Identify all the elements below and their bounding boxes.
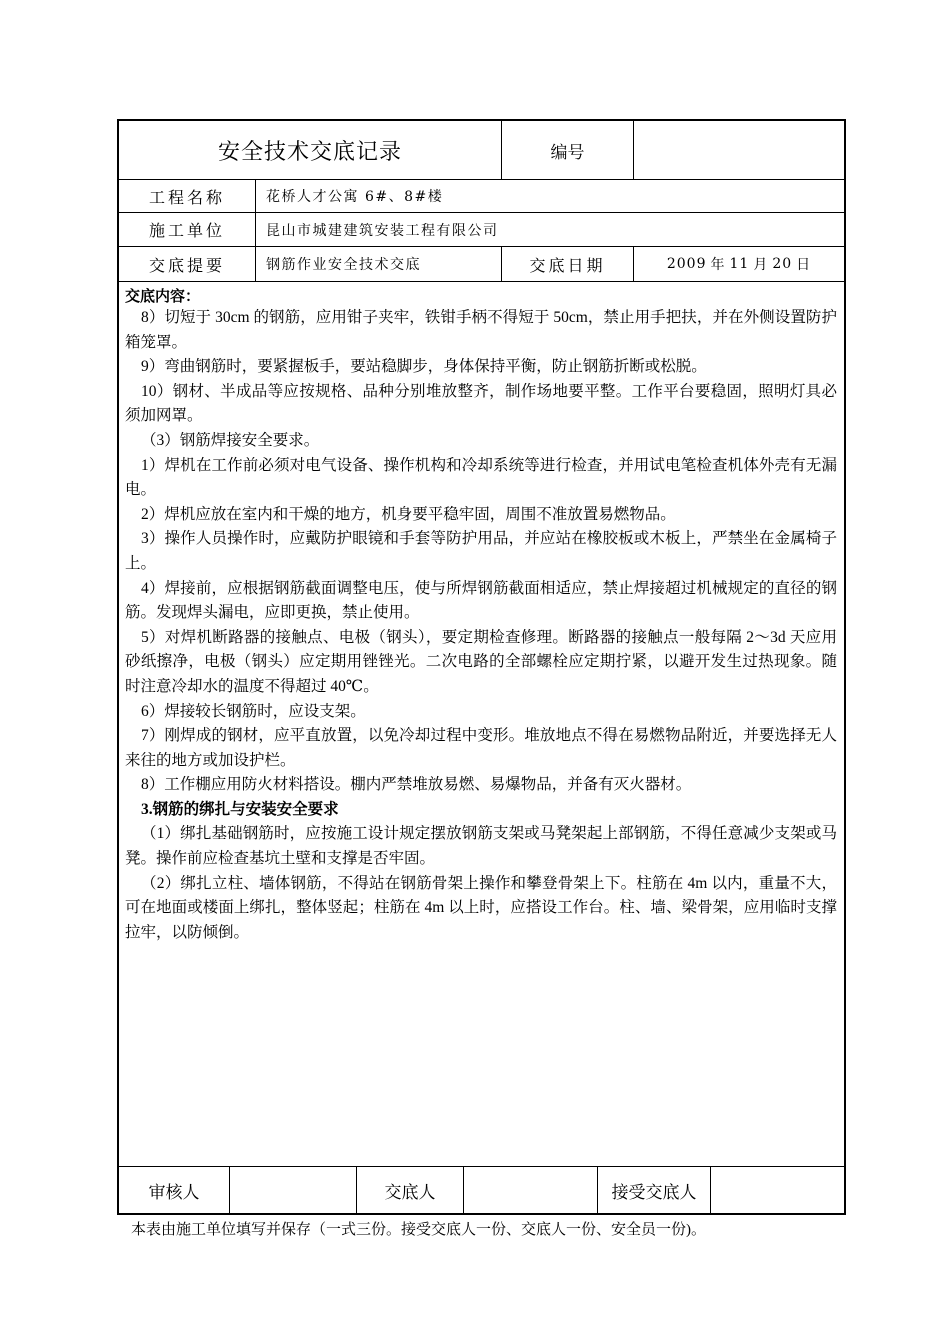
number-field[interactable] (634, 121, 844, 179)
presenter-signature-field[interactable] (464, 1167, 597, 1213)
date-year-unit: 年 (710, 257, 726, 273)
content-paragraph: 7）刚焊成的钢材，应平直放置，以免冷却过程中变形。堆放地点不得在易燃物品附近，并要选择无人来往的地方或加设护栏。 (125, 727, 837, 769)
construction-unit-value: 昆山市城建建筑安装工程有限公司 (266, 222, 499, 239)
reviewer-signature-field[interactable] (230, 1167, 356, 1213)
project-name-label: 工程名称 (148, 187, 225, 207)
date-month: 11 (729, 256, 750, 272)
reviewer-label: 审核人 (148, 1182, 200, 1203)
summary-value: 钢筋作业安全技术交底 (266, 257, 421, 273)
construction-unit-label: 施工单位 (148, 221, 225, 240)
summary-label: 交底提要 (148, 255, 225, 275)
project-name-value: 花桥人才公寓 6#、8#楼 (266, 189, 444, 205)
row-divider (117, 281, 846, 282)
form-note: 本表由施工单位填写并保存（一式三份。接受交底人一份、交底人一份、安全员一份)。 (131, 1222, 706, 1238)
content-paragraph: 2）焊机应放在室内和干燥的地方，机身要平稳牢固，周围不准放置易燃物品。 (141, 505, 676, 523)
page-title: 安全技术交底记录 (217, 139, 402, 165)
content-paragraph: 6）焊接较长钢筋时，应设支架。 (141, 702, 366, 720)
receiver-signature-field[interactable] (711, 1167, 844, 1213)
briefing-content (125, 286, 837, 945)
presenter-label: 交底人 (384, 1182, 436, 1203)
content-paragraph: 1）焊机在工作前必须对电气设备、操作机构和冷却系统等进行检查，并用试电笔检查机体外壳有无漏电。 (125, 456, 837, 499)
content-paragraph: 8）切短于 30cm 的钢筋，应用钳子夹牢，铁钳手柄不得短于 50cm，禁止用手把扶，并在外侧设置防护箱笼罩。 (125, 309, 837, 351)
content-paragraph: 3）操作人员操作时，应戴防护眼镜和手套等防护用品，并应站在橡胶板或木板上，严禁坐在金属椅子上。 (125, 530, 837, 572)
section-heading: 3.钢筋的绑扎与安装安全要求 (141, 800, 339, 818)
date-year: 2009 (666, 256, 707, 272)
date-value (634, 247, 844, 281)
content-paragraph: （3）钢筋焊接安全要求。 (141, 431, 320, 449)
date-day-unit: 日 (796, 257, 812, 273)
date-month-unit: 月 (753, 257, 769, 273)
content-paragraph: 4）焊接前，应根据钢筋截面调整电压，使与所焊钢筋截面相适应，禁止焊接超过机械规定的直径的钢筋。发现焊头漏电，应即更换，禁止使用。 (125, 579, 837, 622)
date-day: 20 (772, 256, 793, 272)
content-paragraph: 8）工作棚应用防火材料搭设。棚内严禁堆放易燃、易爆物品，并备有灭火器材。 (141, 776, 692, 794)
content-paragraph: （2）绑扎立柱、墙体钢筋，不得站在钢筋骨架上操作和攀登骨架上下。柱筋在 4m 以内，重量不大，可在地面或楼面上绑扎，整体竖起；柱筋在 4m 以上时，应搭设工作台。柱、墙、梁骨架，应用临时支撑拉牢，以防倾倒。 (125, 874, 837, 941)
number-label: 编号 (550, 142, 585, 163)
content-paragraph: （1）绑扎基础钢筋时，应按施工设计规定摆放钢筋支架或马凳架起上部钢筋，不得任意减少支架或马凳。操作前应检查基坑土壁和支撑是否牢固。 (125, 825, 837, 868)
content-heading: 交底内容： (125, 287, 201, 305)
content-paragraph: 10）钢材、半成品等应按规格、品种分别堆放整齐，制作场地要平整。工作平台要稳固，照明灯具必须加网罩。 (125, 382, 837, 425)
content-paragraph: 5）对焊机断路器的接触点、电极（钢头），要定期检查修理。断路器的接触点一般每隔 2～3d 天应用砂纸擦净，电极（钢头）应定期用锉锉光。二次电路的全部螺栓应定期拧紧，以避开发生过热现象。随时注意冷却水的温度不得超过 40℃。 (125, 628, 837, 695)
date-label: 交底日期 (529, 255, 606, 275)
content-paragraph: 9）弯曲钢筋时，要紧握板手，要站稳脚步，身体保持平衡，防止钢筋折断或松脱。 (141, 358, 707, 376)
receiver-label: 接受交底人 (611, 1182, 697, 1203)
